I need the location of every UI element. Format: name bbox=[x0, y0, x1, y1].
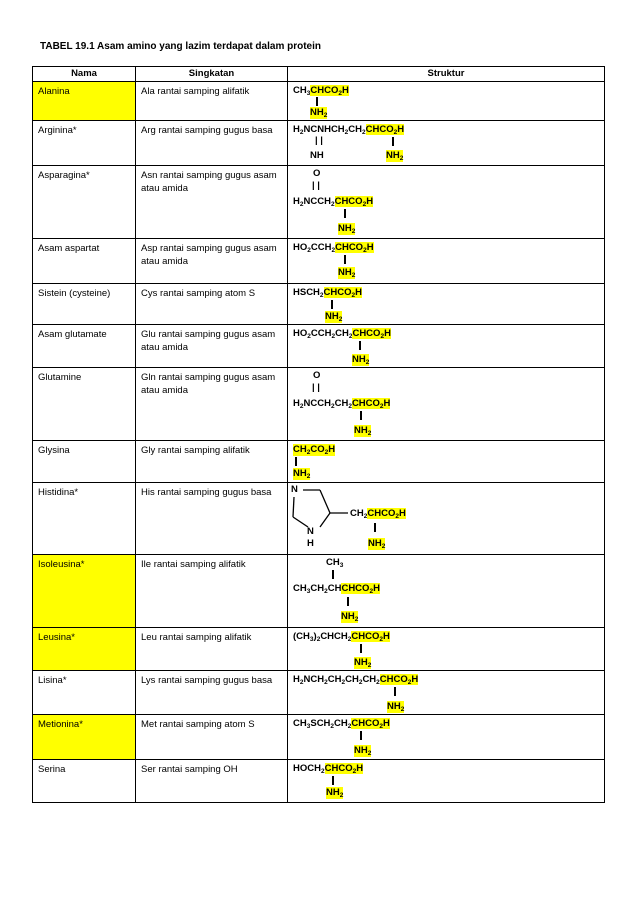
amino-acid-abbr bbox=[136, 166, 288, 239]
structure-cell bbox=[288, 121, 605, 166]
formula-main: $CH_3SCH_2CH_2CHCO_2H$ bbox=[293, 718, 390, 730]
abbr-desc: rantai samping alifatik bbox=[157, 86, 250, 97]
abbr-desc: rantai samping gugus asam atau amida bbox=[141, 372, 276, 396]
bond-line bbox=[347, 597, 349, 606]
abbr-code: Gln bbox=[141, 372, 156, 383]
bond-line bbox=[344, 255, 346, 264]
bond-line bbox=[394, 687, 396, 696]
abbr-code: Ser bbox=[141, 764, 156, 775]
formula-amine: $NH_2$ bbox=[325, 311, 343, 323]
abbr-desc: rantai samping alifatik bbox=[157, 445, 250, 456]
amino-acid-name: Asparagina* bbox=[33, 166, 136, 239]
table-row bbox=[33, 628, 605, 671]
structure-cell bbox=[288, 284, 605, 325]
amino-acid-name: Glutamine bbox=[33, 368, 136, 441]
formula-methyl: $CH_3$ bbox=[326, 557, 344, 569]
formula-main: $CH_3CHCO_2H$ bbox=[293, 85, 349, 97]
amino-acid-abbr bbox=[136, 483, 288, 555]
structure-cell bbox=[288, 555, 605, 628]
formula-amine: $NH_2$ bbox=[352, 354, 370, 366]
formula-main: $HSCH_2CHCO_2H$ bbox=[293, 287, 363, 299]
table-row bbox=[33, 284, 605, 325]
formula-amine: $NH_2$ bbox=[338, 223, 356, 235]
formula-sidechain: $CH_2CHCO_2H$ bbox=[350, 508, 406, 520]
amino-acid-name: Arginina* bbox=[33, 121, 136, 166]
abbr-code: Cys bbox=[141, 288, 158, 299]
bond-line bbox=[360, 731, 362, 740]
structure-cell bbox=[288, 325, 605, 368]
formula-main: $H_2NCH_2CH_2CH_2CH_2CHCO_2H$ bbox=[293, 674, 419, 686]
abbr-desc: rantai samping gugus asam atau amida bbox=[141, 170, 277, 194]
abbr-code: Asp bbox=[141, 243, 158, 254]
table-row bbox=[33, 121, 605, 166]
header-struct: Struktur bbox=[288, 67, 605, 82]
abbr-desc: rantai samping gugus basa bbox=[158, 125, 273, 136]
table-row bbox=[33, 239, 605, 284]
table-row bbox=[33, 760, 605, 803]
amino-acid-name: Serina bbox=[33, 760, 136, 803]
amino-acid-abbr bbox=[136, 325, 288, 368]
abbr-code: Gly bbox=[141, 445, 156, 456]
formula-amine: $NH_2$ bbox=[310, 107, 328, 119]
formula-oxygen: O bbox=[313, 370, 321, 381]
bond-line bbox=[359, 341, 361, 350]
ring-nitrogen-h: N bbox=[307, 526, 314, 537]
abbr-desc: rantai samping atom S bbox=[159, 719, 255, 730]
bond-line bbox=[344, 209, 346, 218]
structure-cell bbox=[288, 82, 605, 121]
formula-amine: $NH_2$ bbox=[338, 267, 356, 279]
header-abbr: Singkatan bbox=[136, 67, 288, 82]
formula-main: $H_2NCCH_2CHCO_2H$ bbox=[293, 196, 374, 208]
abbr-code: Met bbox=[141, 719, 157, 730]
amino-acid-name: Glysina bbox=[33, 441, 136, 483]
formula-amine: $NH_2$ bbox=[354, 425, 372, 437]
amino-acid-abbr bbox=[136, 628, 288, 671]
table-row bbox=[33, 555, 605, 628]
abbr-desc: rantai samping gugus basa bbox=[157, 487, 272, 498]
table-row bbox=[33, 166, 605, 239]
structure-cell bbox=[288, 628, 605, 671]
abbr-code: Arg bbox=[141, 125, 156, 136]
abbr-code: His bbox=[141, 487, 155, 498]
structure-cell bbox=[288, 760, 605, 803]
ring-hydrogen: H bbox=[307, 538, 314, 549]
formula-main: $HO_2CCH_2CH_2CHCO_2H$ bbox=[293, 328, 391, 340]
table-row bbox=[33, 483, 605, 555]
table-row bbox=[33, 441, 605, 483]
amino-acid-name: Sistein (cysteine) bbox=[33, 284, 136, 325]
structure-cell bbox=[288, 441, 605, 483]
abbr-code: Asn bbox=[141, 170, 158, 181]
abbr-desc: rantai samping gugus asam atau amida bbox=[141, 243, 277, 267]
structure-cell bbox=[288, 483, 605, 555]
amino-acid-table bbox=[32, 66, 605, 803]
formula-amine: $NH_2$ bbox=[354, 657, 372, 669]
bond-line bbox=[360, 411, 362, 420]
formula-main: $CH_2CO_2H$ bbox=[293, 444, 336, 456]
abbr-code: Leu bbox=[141, 632, 157, 643]
bond-line bbox=[360, 644, 362, 653]
abbr-code: Ala bbox=[141, 86, 155, 97]
amino-acid-abbr bbox=[136, 82, 288, 121]
table-row bbox=[33, 368, 605, 441]
double-bond: | | bbox=[312, 382, 320, 393]
structure-cell bbox=[288, 715, 605, 760]
double-bond: | | bbox=[315, 135, 323, 146]
structure-cell bbox=[288, 166, 605, 239]
abbr-desc: rantai samping atom S bbox=[160, 288, 256, 299]
table-header-row bbox=[33, 67, 605, 82]
amino-acid-abbr bbox=[136, 284, 288, 325]
bond-line bbox=[332, 570, 334, 579]
formula-main: $HOCH_2CHCO_2H$ bbox=[293, 763, 364, 775]
amino-acid-abbr bbox=[136, 121, 288, 166]
formula-amine: $NH_2$ bbox=[354, 745, 372, 757]
table-row bbox=[33, 82, 605, 121]
amino-acid-name: Isoleusina* bbox=[33, 555, 136, 628]
formula-amine: $NH_2$ bbox=[326, 787, 344, 799]
amino-acid-name: Leusina* bbox=[33, 628, 136, 671]
header-name: Nama bbox=[33, 67, 136, 82]
amino-acid-name: Alanina bbox=[33, 82, 136, 121]
imidazole-ring-icon bbox=[290, 487, 352, 535]
formula-amine: $NH_2$ bbox=[386, 150, 404, 162]
formula-amine: $NH_2$ bbox=[387, 701, 405, 713]
abbr-desc: rantai samping OH bbox=[158, 764, 238, 775]
table-row bbox=[33, 715, 605, 760]
bond-line bbox=[316, 97, 318, 106]
formula-main: $CH_3CH_2CHCHCO_2H$ bbox=[293, 583, 380, 595]
amino-acid-abbr bbox=[136, 760, 288, 803]
amino-acid-abbr bbox=[136, 368, 288, 441]
abbr-code: Ile bbox=[141, 559, 152, 570]
amino-acid-abbr bbox=[136, 671, 288, 715]
formula-amine: $NH_2$ bbox=[341, 611, 359, 623]
abbr-desc: rantai samping gugus asam atau amida bbox=[141, 329, 276, 353]
formula-main: $HO_2CCH_2CHCO_2H$ bbox=[293, 242, 374, 254]
bond-line bbox=[295, 457, 297, 466]
amino-acid-abbr bbox=[136, 715, 288, 760]
amino-acid-name: Metionina* bbox=[33, 715, 136, 760]
bond-line bbox=[392, 137, 394, 146]
formula-amine: $NH_2$ bbox=[368, 538, 386, 550]
table-row bbox=[33, 325, 605, 368]
amino-acid-abbr bbox=[136, 239, 288, 284]
formula-main: $(CH_3)_2CHCH_2CHCO_2H$ bbox=[293, 631, 390, 643]
ring-nitrogen: N bbox=[291, 484, 298, 495]
bond-line bbox=[332, 776, 334, 785]
table-row bbox=[33, 671, 605, 715]
formula-imine: NH bbox=[310, 150, 324, 161]
formula-main: $H_2NCNHCH_2CH_2CHCO_2H$ bbox=[293, 124, 405, 136]
amino-acid-name: Asam aspartat bbox=[33, 239, 136, 284]
abbr-code: Lys bbox=[141, 675, 156, 686]
table-caption: TABEL 19.1 Asam amino yang lazim terdapat dalam protein bbox=[40, 41, 322, 52]
double-bond: | | bbox=[312, 180, 320, 191]
amino-acid-name: Lisina* bbox=[33, 671, 136, 715]
amino-acid-name: Histidina* bbox=[33, 483, 136, 555]
abbr-desc: rantai samping alifatik bbox=[159, 632, 252, 643]
formula-main: $H_2NCCH_2CH_2CHCO_2H$ bbox=[293, 398, 391, 410]
abbr-code: Glu bbox=[141, 329, 156, 340]
structure-cell bbox=[288, 368, 605, 441]
abbr-desc: rantai samping alifatik bbox=[153, 559, 246, 570]
amino-acid-name: Asam glutamate bbox=[33, 325, 136, 368]
structure-cell bbox=[288, 671, 605, 715]
structure-cell bbox=[288, 239, 605, 284]
bond-line bbox=[374, 523, 376, 532]
amino-acid-abbr bbox=[136, 441, 288, 483]
formula-oxygen: O bbox=[313, 168, 321, 179]
bond-line bbox=[331, 300, 333, 309]
abbr-desc: rantai samping gugus basa bbox=[158, 675, 273, 686]
formula-amine: $NH_2$ bbox=[293, 468, 311, 480]
amino-acid-abbr bbox=[136, 555, 288, 628]
